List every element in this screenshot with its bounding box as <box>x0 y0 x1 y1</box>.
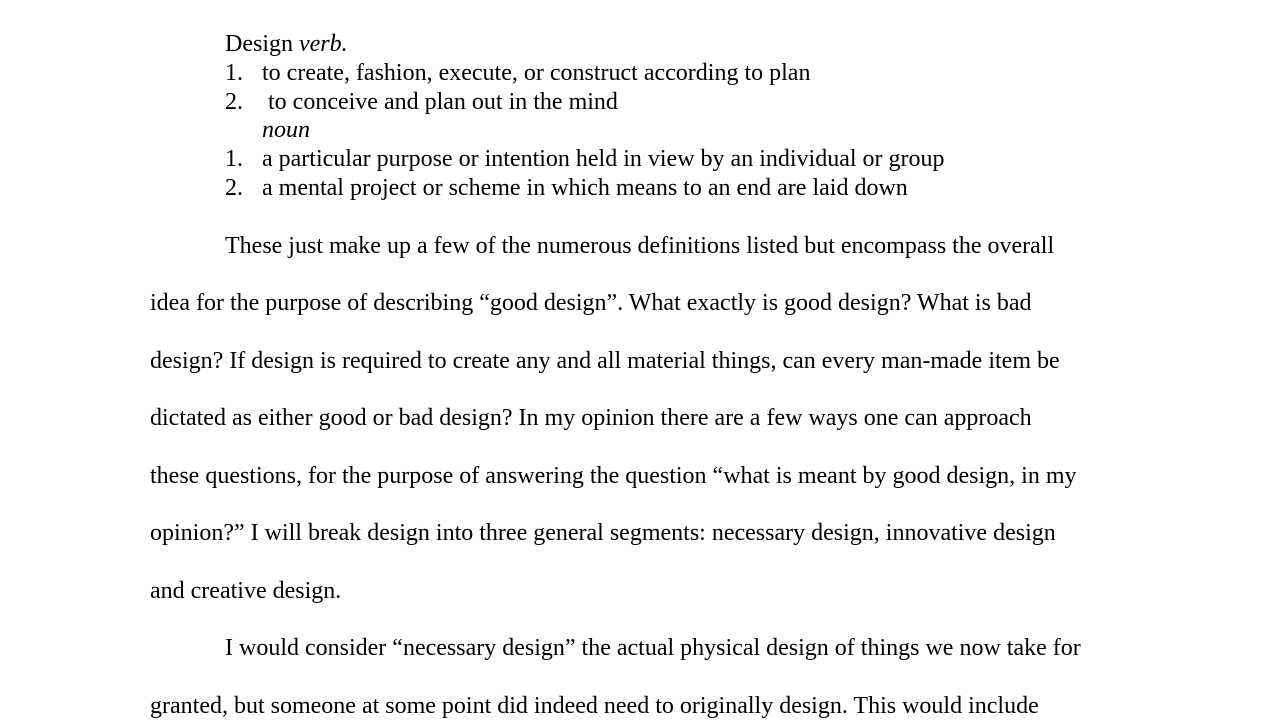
paragraph-line: idea for the purpose of describing “good design”. What exactly is good design? What is bad <box>150 290 1032 316</box>
paragraph-line: I would consider “necessary design” the actual physical design of things we now take for <box>225 635 1081 661</box>
paragraph-line: These just make up a few of the numerous definitions listed but encompass the overall <box>225 233 1055 259</box>
definition-word: Design <box>225 31 293 57</box>
noun-sense-text: a particular purpose or intention held in view by an individual or group <box>262 146 945 172</box>
noun-label: noun <box>262 117 310 143</box>
verb-sense-text: to conceive and plan out in the mind <box>262 89 618 115</box>
definition-heading <box>225 30 348 58</box>
paragraph-line: design? If design is required to create any and all material things, can every man-made item be <box>150 348 1060 374</box>
verb-sense-number: 2. <box>225 89 243 115</box>
noun-sense-number: 1. <box>225 146 243 172</box>
verb-sense-text: to create, fashion, execute, or construct according to plan <box>262 60 811 86</box>
noun-sense-text: a mental project or scheme in which means to an end are laid down <box>262 175 908 201</box>
definition-part-of-speech: verb. <box>299 31 348 57</box>
paragraph-line: dictated as either good or bad design? In my opinion there are a few ways one can approach <box>150 405 1032 431</box>
paragraph-line: opinion?” I will break design into three general segments: necessary design, innovative design <box>150 520 1056 546</box>
noun-sense-number: 2. <box>225 175 243 201</box>
verb-sense-number: 1. <box>225 60 243 86</box>
paragraph-line: granted, but someone at some point did indeed need to originally design. This would include <box>150 693 1039 719</box>
paragraph-line: and creative design. <box>150 578 342 604</box>
paragraph-line: these questions, for the purpose of answering the question “what is meant by good design, in my <box>150 463 1077 489</box>
